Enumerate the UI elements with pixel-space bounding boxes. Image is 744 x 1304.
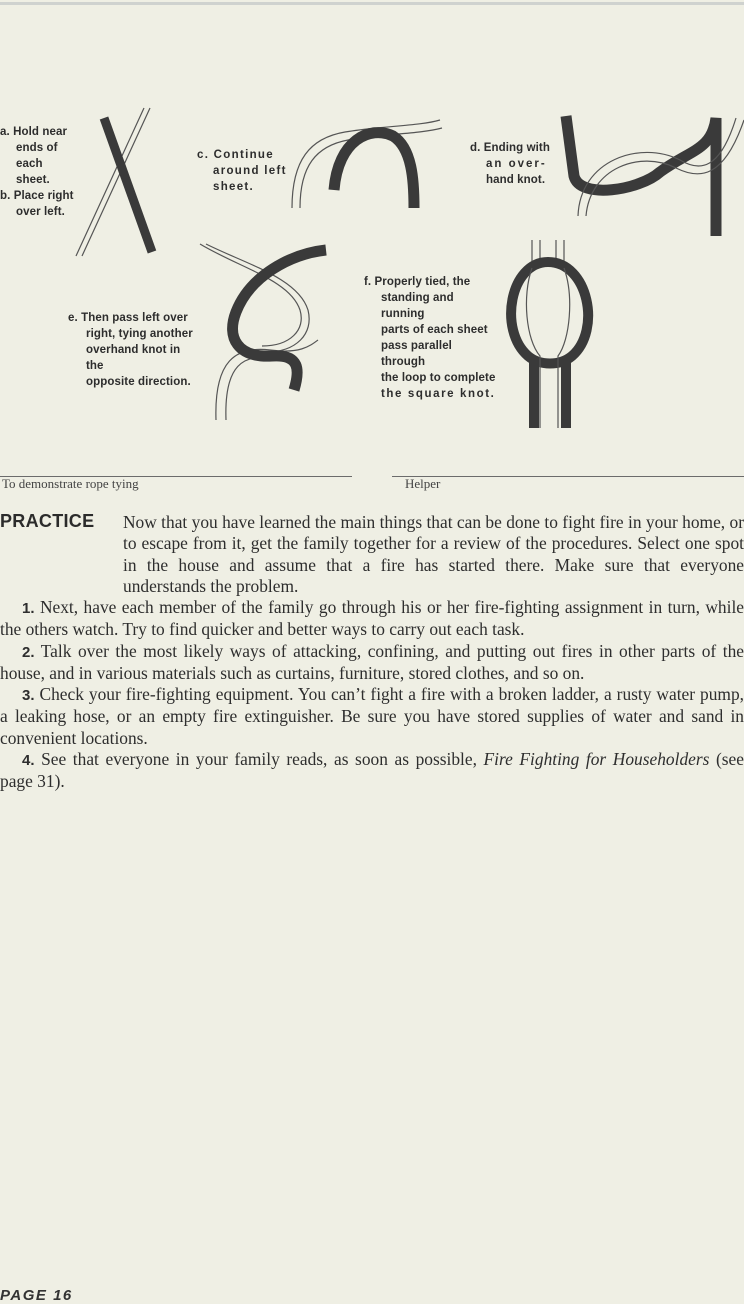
- signature-line-right: [392, 476, 744, 477]
- item-text: Next, have each member of the family go through his or her fire-fighting assignment in turn, while the others watch. Try to find quicker and better ways to carry out each task.: [0, 597, 744, 640]
- practice-heading: PRACTICE: [0, 511, 95, 531]
- practice-item: [0, 597, 744, 641]
- signature-label-right: Helper: [405, 476, 441, 491]
- diagram-d-overhand-knot: [566, 116, 744, 236]
- item-text: See that everyone in your family reads, as soon as possible,: [41, 749, 484, 770]
- caption-f-line: pass parallel through: [381, 340, 452, 368]
- caption-b-line: over left.: [16, 206, 65, 218]
- item-text: Talk over the most likely ways of attacking, confining, and putting out fires in other parts of the house, and in various materials such as curtains, furniture, stored clothes, and so on.: [0, 640, 744, 683]
- caption-f-line: parts of each sheet: [381, 324, 488, 336]
- item-number: 3.: [22, 687, 35, 705]
- caption-a-line: ends of each: [16, 142, 58, 170]
- item-number: 1.: [22, 600, 35, 617]
- caption-f-line: the square knot.: [381, 388, 496, 400]
- caption-d-line: d. Ending with: [470, 142, 550, 154]
- signature-label-left: To demonstrate rope tying: [2, 476, 139, 491]
- item-text: (see page 31).: [0, 749, 744, 792]
- caption-f-line: the loop to complete: [381, 372, 496, 384]
- practice-item: [0, 641, 744, 685]
- practice-item: [0, 684, 744, 749]
- caption-f-line: f. Properly tied, the: [364, 276, 471, 288]
- caption-c: [197, 147, 287, 195]
- caption-c-line: sheet.: [213, 181, 255, 193]
- caption-b: [0, 188, 78, 220]
- caption-a-line: sheet.: [16, 174, 50, 186]
- caption-f: [364, 274, 498, 402]
- caption-e-line: opposite direction.: [86, 376, 191, 388]
- diagram-f-square-knot: [511, 240, 588, 428]
- practice-intro-first: [0, 512, 744, 597]
- caption-f-line: standing and running: [381, 292, 454, 320]
- diagram-c-continue-around: [292, 120, 442, 208]
- caption-a-line: a. Hold near: [0, 126, 68, 138]
- caption-e-line: e. Then pass left over: [68, 312, 188, 324]
- caption-d-line: an over-: [486, 158, 547, 170]
- caption-d-line: hand knot.: [486, 174, 546, 186]
- practice-list: [0, 597, 744, 793]
- caption-e-line: overhand knot in the: [86, 344, 181, 372]
- caption-c-line: around left: [213, 165, 287, 177]
- practice-intro: Now that you have learned the main things that can be done to fight fire in your home, or to escape from it, get the family together for a review of the procedures. Select one spot in the house and assume that a fire has started there. Make sure that everyone understands the problem.: [123, 512, 744, 596]
- caption-b-line: b. Place right: [0, 190, 74, 202]
- caption-e: [68, 310, 200, 390]
- caption-e-line: right, tying another: [86, 328, 193, 340]
- item-book-title: Fire Fighting for Householders: [483, 749, 710, 770]
- item-number: 2.: [22, 643, 35, 661]
- caption-c-line: c. Continue: [197, 149, 274, 161]
- diagram-ab-crossed-ropes: [76, 108, 152, 256]
- item-number: 4.: [22, 752, 35, 770]
- practice-body: [0, 512, 744, 597]
- caption-a: [0, 124, 78, 188]
- item-text: Check your fire-fighting equipment. You can’t fight a fire with a broken ladder, a rusty water pump, a leaking hose, or an empty fire extinguisher. Be sure you have stored supplies of water and sand in convenient locations.: [0, 684, 744, 748]
- caption-d: [470, 140, 550, 188]
- diagram-e-second-overhand: [200, 244, 326, 420]
- page-number: PAGE 16: [0, 1287, 73, 1304]
- practice-item: [0, 749, 744, 793]
